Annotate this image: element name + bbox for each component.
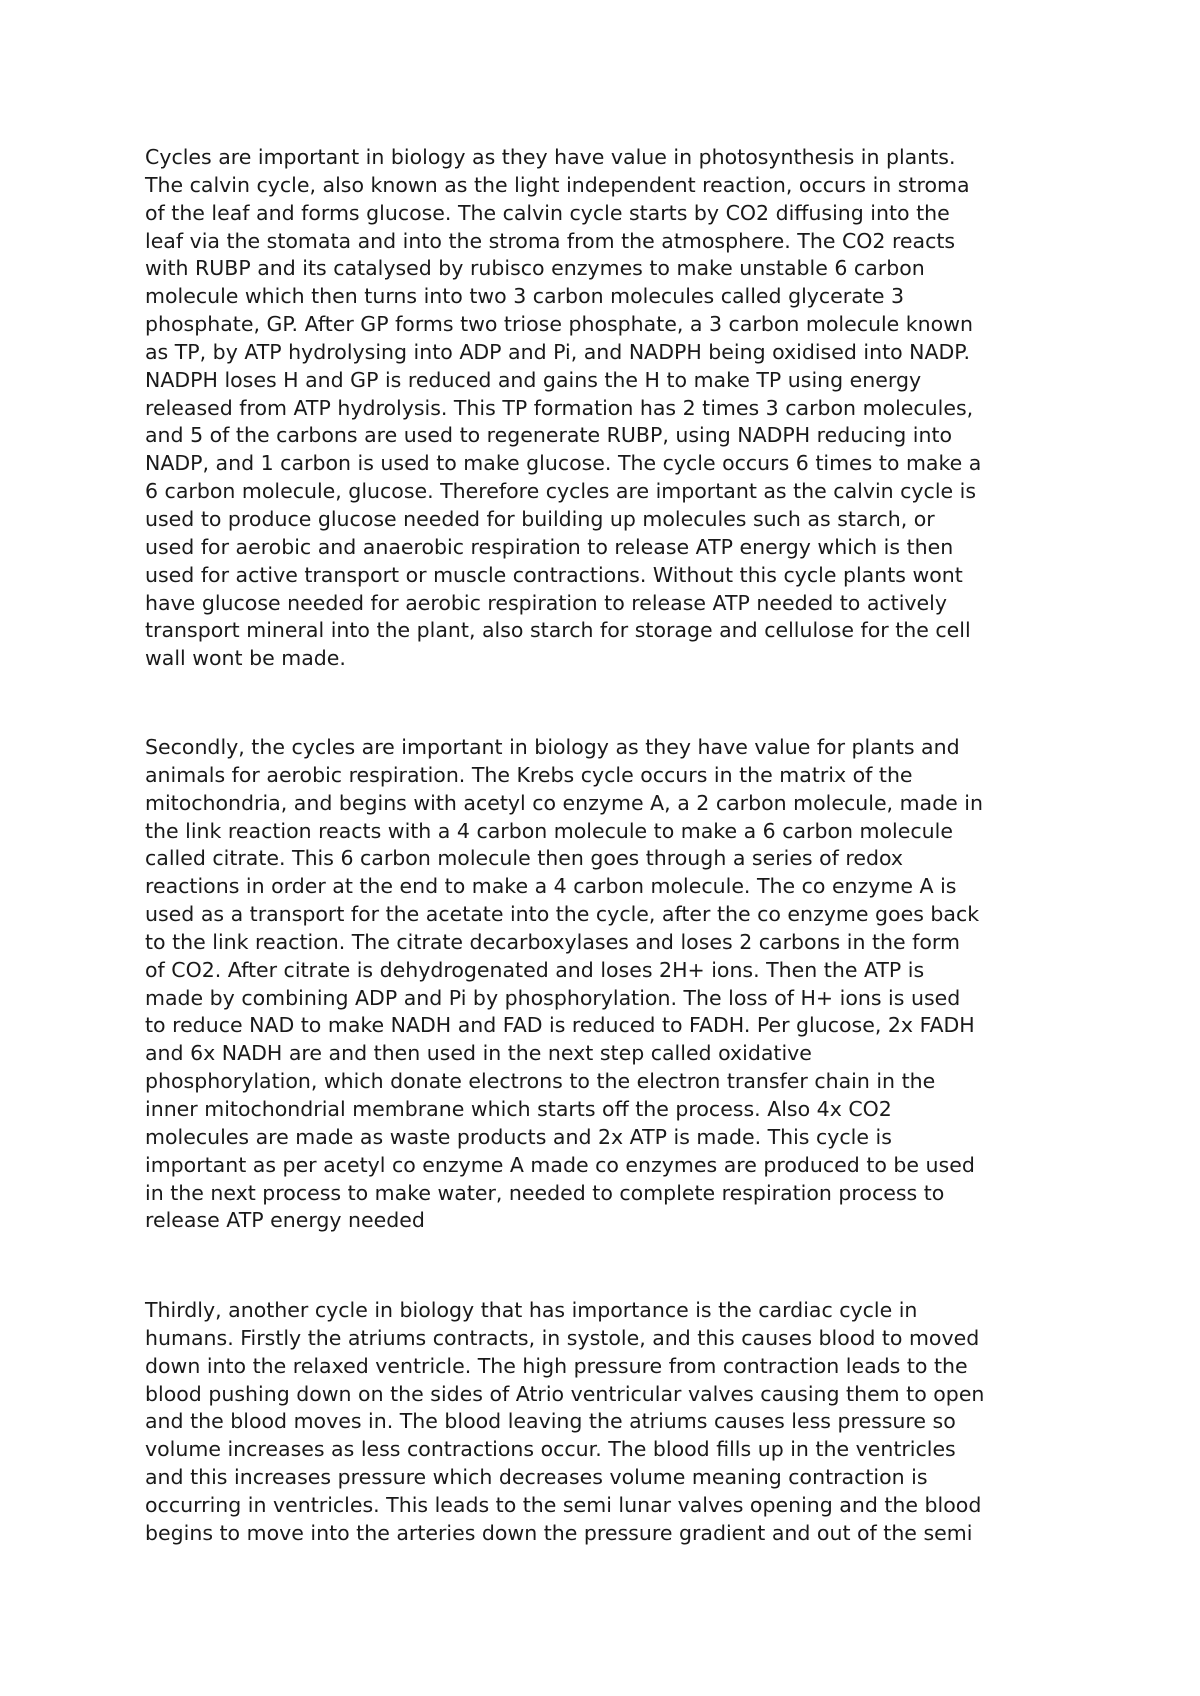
paragraph-krebs-cycle: Secondly, the cycles are important in biology as they have value for plants and animals for aerobic respiration. The Krebs cycle occurs in the matrix of the mitochondria, and begins with acetyl co enzyme A, a 2 carbon molecule, made in the link reaction reacts with a 4 carbon molecule to make a 6 carbon molecule called citrate. This 6 carbon molecule then goes through a series of redox reactions in order at the end to make a 4 carbon molecule. The co enzyme A is used as a transport for the acetate into the cycle, after the co enzyme goes back to the link reaction. The citrate decarboxylases and loses 2 carbons in the form of CO2. After citrate is dehydrogenated and loses 2H+ ions. Then the ATP is made by combining ADP and Pi by phosphorylation. The loss of H+ ions is used to reduce NAD to make NADH and FAD is reduced to FADH. Per glucose, 2x FADH and 6x NADH are and then used in the next step called oxidative phosphorylation, which donate electrons to the electron transfer chain in the inner mitochondrial membrane which starts off the process. Also 4x CO2 molecules are made as waste products and 2x ATP is made. This cycle is important as per acetyl co enzyme A made co enzymes are produced to be used in the next process to make water, needed to complete respiration process to release ATP energy needed: [145, 735, 983, 1233]
paragraph-calvin-cycle: Cycles are important in biology as they have value in photosynthesis in plants. The calvin cycle, also known as the light independent reaction, occurs in stroma of the leaf and forms glucose. The calvin cycle starts by CO2 diffusing into the leaf via the stomata and into the stroma from the atmosphere. The CO2 reacts with RUBP and its catalysed by rubisco enzymes to make unstable 6 carbon molecule which then turns into two 3 carbon molecules called glycerate 3 phosphate, GP. After GP forms two triose phosphate, a 3 carbon molecule known as TP, by ATP hydrolysing into ADP and Pi, and NADPH being oxidised into NADP. NADPH loses H and GP is reduced and gains the H to make TP using energy released from ATP hydrolysis. This TP formation has 2 times 3 carbon molecules, and 5 of the carbons are used to regenerate RUBP, using NADPH reducing into NADP, and 1 carbon is used to make glucose. The cycle occurs 6 times to make a 6 carbon molecule, glucose. Therefore cycles are important as the calvin cycle is used to produce glucose needed for building up molecules such as starch, or used for aerobic and anaerobic respiration to release ATP energy which is then used for active transport or muscle contractions. Without this cycle plants wont have glucose needed for aerobic respiration to release ATP needed to actively transport mineral into the plant, also starch for storage and cellulose for the cell wall wont be made.: [145, 145, 982, 671]
paragraph-cardiac-cycle: Thirdly, another cycle in biology that has importance is the cardiac cycle in humans. Firstly the atriums contracts, in systole, and this causes blood to moved down into the relaxed ventricle. The high pressure from contraction leads to the blood pushing down on the sides of Atrio ventricular valves causing them to open and the blood moves in. The blood leaving the atriums causes less pressure so volume increases as less contractions occur. The blood fills up in the ventricles and this increases pressure which decreases volume meaning contraction is occurring in ventricles. This leads to the semi lunar valves opening and the blood begins to move into the arteries down the pressure gradient and out of the semi: [145, 1298, 985, 1545]
